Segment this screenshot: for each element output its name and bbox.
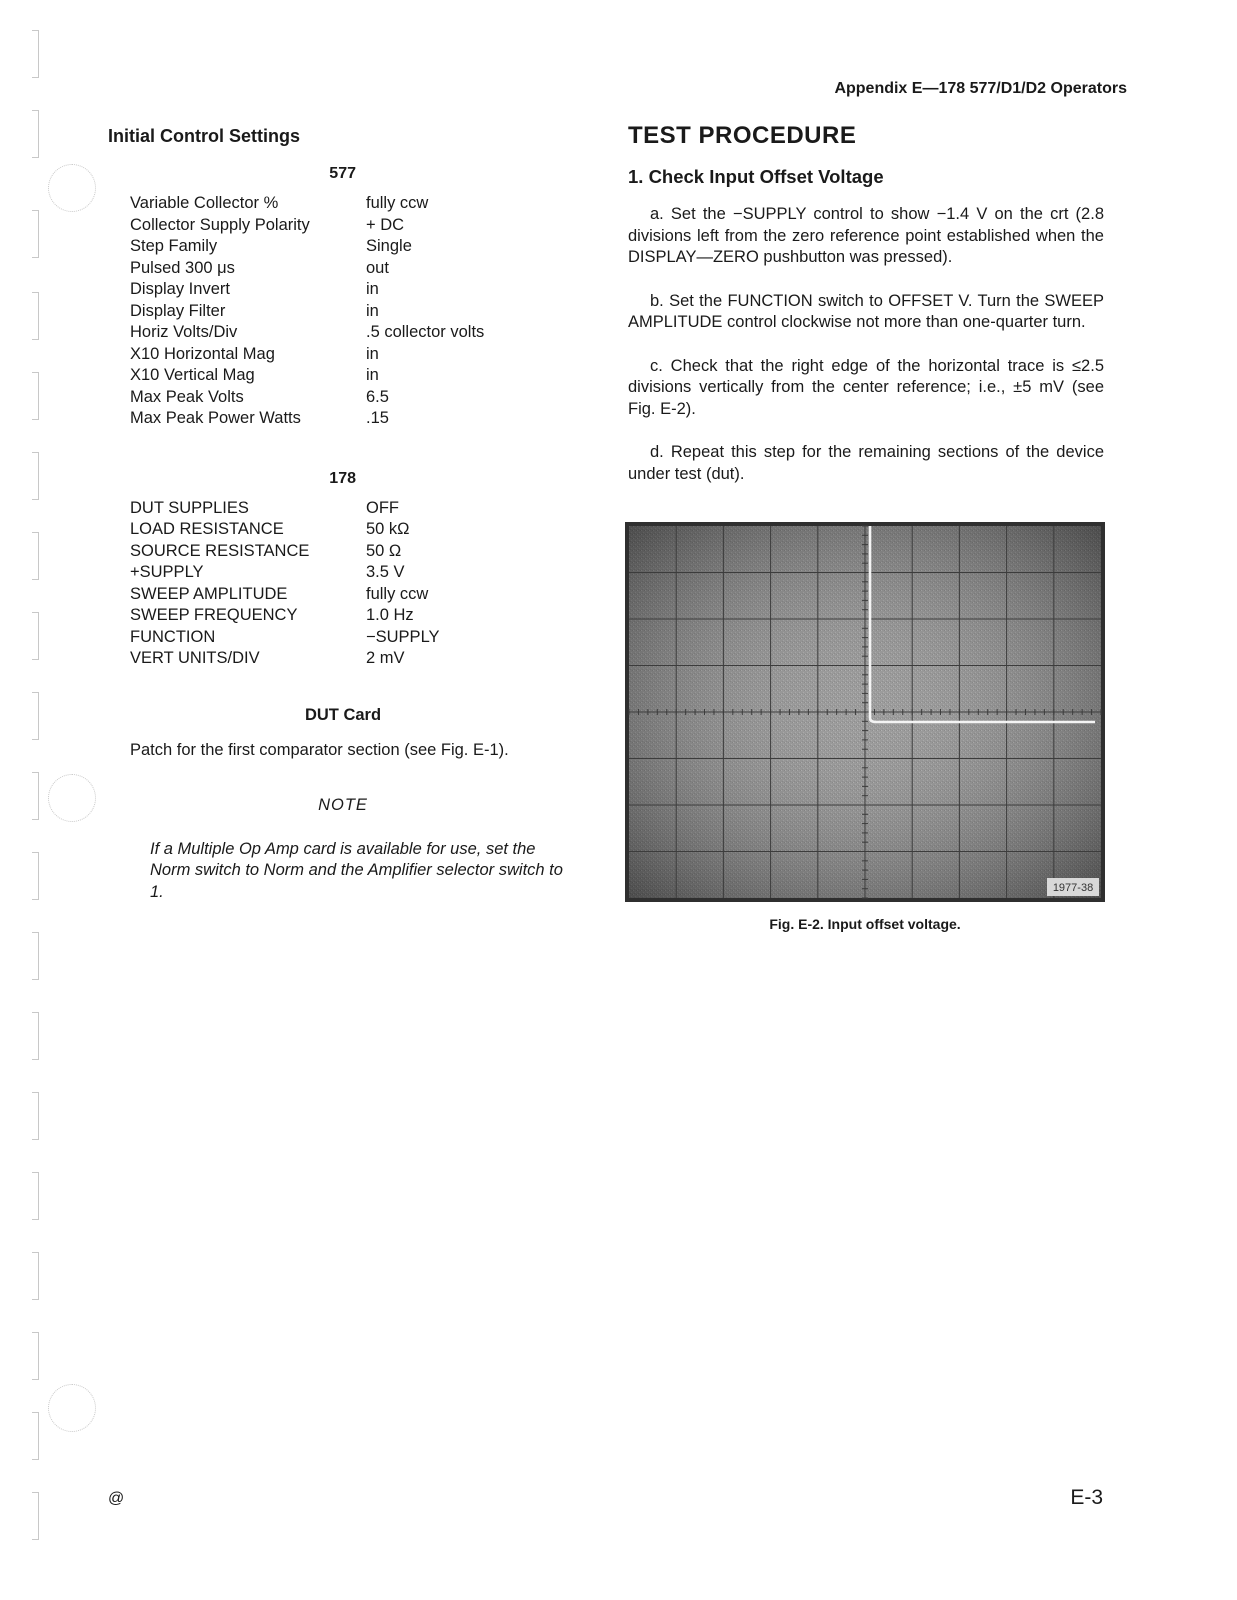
setting-value: −SUPPLY [366, 627, 440, 646]
setting-row [130, 365, 484, 387]
setting-row [130, 236, 484, 258]
setting-label: SWEEP AMPLITUDE [130, 584, 288, 603]
figure-caption: Fig. E-2. Input offset voltage. [769, 916, 961, 932]
setting-row [130, 584, 440, 606]
setting-row [130, 322, 484, 344]
binder-mark [32, 772, 39, 820]
setting-label: Horiz Volts/Div [130, 323, 238, 341]
right-column [628, 122, 1104, 507]
setting-row [130, 301, 484, 323]
section-title: Initial Control Settings [108, 126, 300, 146]
setting-label: X10 Vertical Mag [130, 366, 255, 384]
setting-label: DUT SUPPLIES [130, 498, 249, 517]
step-paragraph-c: c. Check that the right edge of the horizontal trace is ≤2.5 divisions vertically from the center reference; i.e., ±5 mV (see Fig. E-2). [628, 356, 1104, 418]
setting-value: in [366, 344, 379, 363]
setting-value: in [366, 366, 379, 384]
setting-value: 50 kΩ [366, 520, 410, 538]
crt-photo-figure [625, 522, 1105, 902]
setting-value: out [366, 258, 389, 277]
binder-mark [32, 852, 39, 900]
setting-value: OFF [366, 498, 399, 517]
setting-label: Max Peak Power Watts [130, 409, 301, 427]
binder-mark [32, 612, 39, 660]
setting-row [130, 498, 440, 520]
setting-row [130, 387, 484, 409]
binder-mark [32, 692, 39, 740]
setting-label: VERT UNITS/DIV [130, 649, 260, 667]
setting-label: Display Filter [130, 301, 226, 320]
setting-label: Display Invert [130, 280, 230, 298]
setting-label: X10 Horizontal Mag [130, 344, 275, 363]
setting-label: Variable Collector % [130, 194, 279, 212]
dut-card-heading: DUT Card [304, 705, 382, 724]
setting-label: Max Peak Volts [130, 387, 244, 406]
setting-row [130, 541, 440, 563]
setting-row [130, 648, 440, 670]
figure-tag: 1977-38 [1052, 882, 1094, 894]
page-number: E-3 [1070, 1486, 1103, 1509]
setting-row [130, 627, 440, 649]
setting-value: 50 Ω [366, 541, 402, 560]
setting-value: + DC [366, 215, 405, 234]
setting-label: Pulsed 300 μs [130, 258, 235, 277]
setting-row [130, 344, 484, 366]
binder-mark [32, 1012, 39, 1060]
note-text: If a Multiple Op Amp card is available for use, set the Norm switch to Norm and the Amplifier selector switch to 1. [150, 839, 563, 901]
binder-mark [32, 292, 39, 340]
setting-row [130, 519, 440, 541]
setting-label: FUNCTION [130, 627, 216, 646]
step-paragraph-a: a. Set the −SUPPLY control to show −1.4 V on the crt (2.8 divisions left from the zero reference point established when the DISPLAY—ZERO pushbutton was pressed). [628, 205, 1104, 266]
setting-label: SWEEP FREQUENCY [130, 606, 298, 624]
setting-row [130, 215, 484, 237]
setting-value: 1.0 Hz [366, 606, 414, 624]
running-header: Appendix E—178 577/D1/D2 Operators [834, 80, 1127, 97]
setting-value: in [366, 301, 379, 320]
setting-value: fully ccw [366, 194, 429, 212]
setting-row [130, 258, 484, 280]
setting-value: 6.5 [366, 387, 389, 406]
dut-card-text: Patch for the first comparator section (see Fig. E-1). [130, 740, 509, 759]
setting-label: LOAD RESISTANCE [130, 520, 284, 538]
setting-label: SOURCE RESISTANCE [130, 541, 310, 560]
step-title: 1. Check Input Offset Voltage [628, 166, 884, 187]
step-paragraph-b: b. Set the FUNCTION switch to OFFSET V. Turn the SWEEP AMPLITUDE control clockwise not more than one-quarter turn. [628, 291, 1104, 331]
binder-mark [32, 932, 39, 980]
group-heading-577: 577 [329, 165, 356, 182]
setting-row [130, 279, 484, 301]
binder-edge [24, 20, 44, 1580]
setting-row [130, 408, 484, 430]
binder-mark [32, 1172, 39, 1220]
binder-mark [32, 452, 39, 500]
setting-value: Single [366, 237, 412, 255]
setting-label: Step Family [130, 237, 218, 255]
binder-mark [32, 210, 39, 258]
test-procedure-title: TEST PROCEDURE [628, 122, 857, 149]
punch-hole [48, 774, 96, 822]
footer-symbol: @ [108, 1490, 125, 1507]
setting-row [130, 193, 484, 215]
binder-mark [32, 532, 39, 580]
setting-value: fully ccw [366, 584, 429, 603]
setting-label: +SUPPLY [130, 563, 204, 581]
binder-mark [32, 1492, 39, 1540]
binder-mark [32, 1332, 39, 1380]
setting-value: in [366, 280, 379, 298]
punch-hole [48, 1384, 96, 1432]
setting-value: .5 collector volts [366, 323, 485, 341]
settings-table-178 [130, 498, 440, 670]
setting-label: Collector Supply Polarity [130, 215, 310, 234]
setting-row [130, 605, 440, 627]
binder-mark [32, 1252, 39, 1300]
step-paragraph-d: d. Repeat this step for the remaining sections of the device under test (dut). [628, 443, 1104, 483]
setting-value: 2 mV [366, 649, 405, 667]
binder-mark [32, 1092, 39, 1140]
settings-table-577 [130, 193, 484, 430]
note-heading: NOTE [318, 795, 368, 814]
setting-value: .15 [366, 409, 389, 427]
binder-mark [32, 1412, 39, 1460]
binder-mark [32, 372, 39, 420]
group-heading-178: 178 [329, 469, 356, 487]
left-column [108, 126, 608, 903]
binder-mark [32, 110, 39, 158]
punch-hole [48, 164, 96, 212]
setting-value: 3.5 V [366, 563, 405, 581]
binder-mark [32, 30, 39, 78]
setting-row [130, 562, 440, 584]
